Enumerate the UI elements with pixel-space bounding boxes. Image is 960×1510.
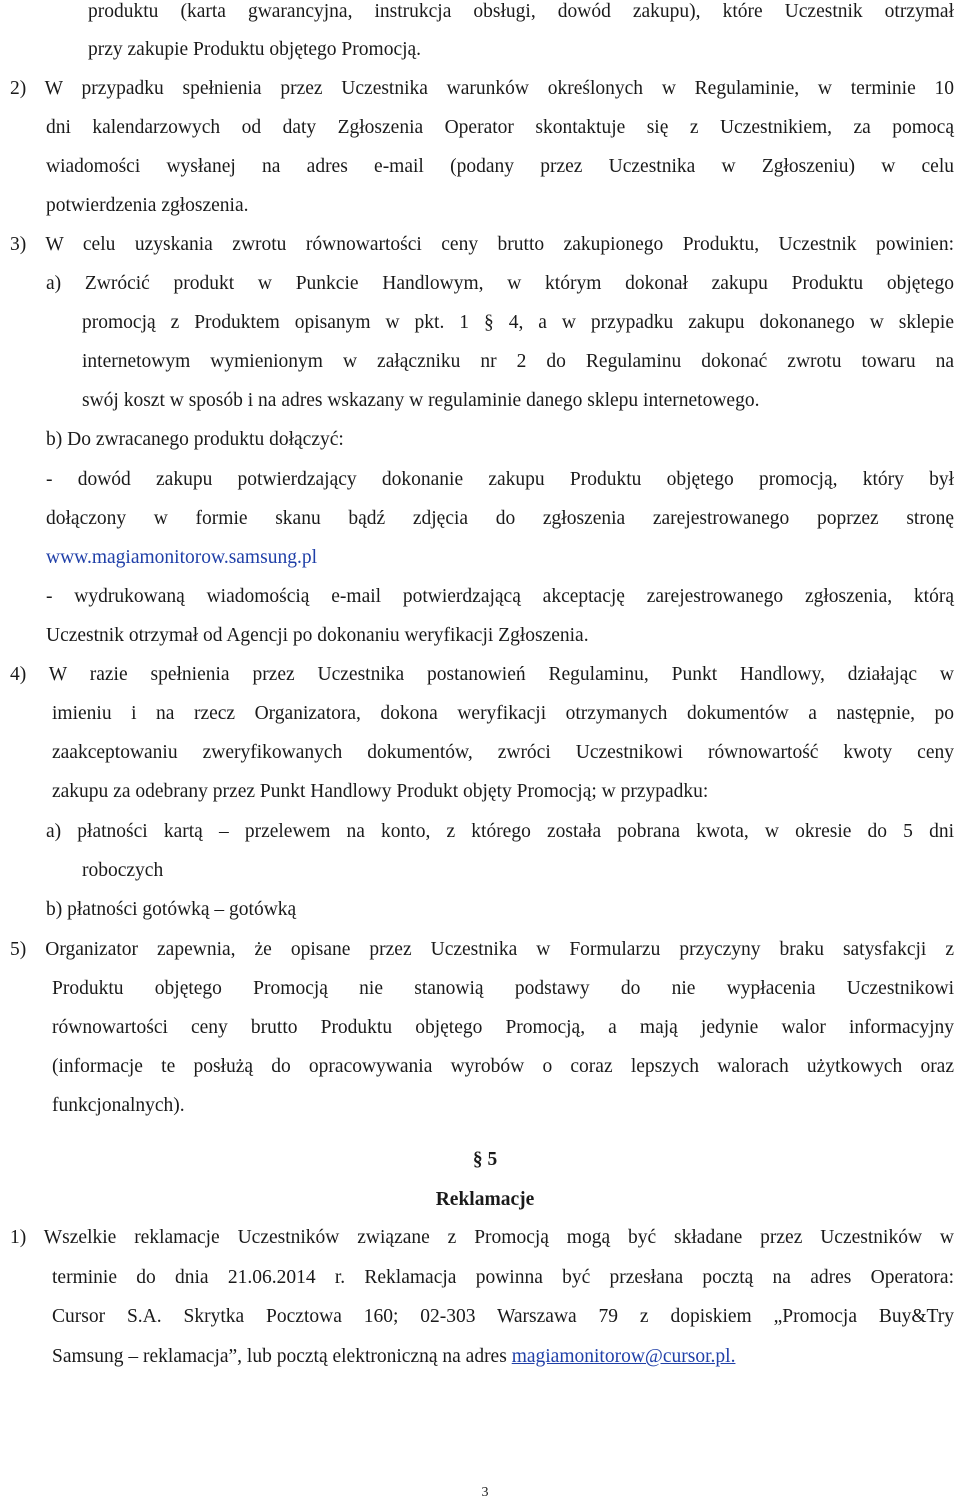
paragraph-line: terminie do dnia 21.06.2014 r. Reklamacja powinna być przesłana pocztą na adres Operatora: xyxy=(52,1267,954,1288)
paragraph-line: (informacje te posłużą do opracowywania wyrobów o coraz lepszych walorach użytkowych oraz xyxy=(52,1056,954,1077)
website-link[interactable]: www.magiamonitorow.samsung.pl xyxy=(46,547,317,568)
email-link[interactable]: magiamonitorow@cursor.pl. xyxy=(511,1346,736,1367)
sub-item-a: a) Zwrócić produkt w Punkcie Handlowym, w którym dokonał zakupu Produktu objętego xyxy=(46,273,954,294)
paragraph-line xyxy=(52,1345,735,1369)
paragraph-text: Samsung – reklamacja”, lub pocztą elektroniczną na adres xyxy=(52,1346,512,1367)
paragraph-line: potwierdzenia zgłoszenia. xyxy=(46,195,249,216)
paragraph-line: roboczych xyxy=(82,860,164,881)
paragraph-line: swój koszt w sposób i na adres wskazany w regulaminie danego sklepu internetowego. xyxy=(82,390,760,411)
list-item-4: 4) W razie spełnienia przez Uczestnika postanowień Regulaminu, Punkt Handlowy, działając w xyxy=(10,664,954,685)
list-item-5: 5) Organizator zapewnia, że opisane przez Uczestnika w Formularzu przyczyny braku satysfakcji z xyxy=(10,939,954,960)
paragraph-line: zakupu za odebrany przez Punkt Handlowy Produkt objęty Promocją; w przypadku: xyxy=(52,781,709,802)
paragraph-line: Produktu objętego Promocją nie stanowią podstawy do nie wypłacenia Uczestnikowi xyxy=(52,978,954,999)
paragraph-line: internetowym wymienionym w załączniku nr 2 do Regulaminu dokonać zwrotu towaru na xyxy=(82,351,954,372)
paragraph-line: zaakceptowaniu zweryfikowanych dokumentów, zwróci Uczestnikowi równowartość kwoty ceny xyxy=(52,742,954,763)
paragraph-line: Uczestnik otrzymał od Agencji po dokonaniu weryfikacji Zgłoszenia. xyxy=(46,625,589,646)
sub-item-b: b) Do zwracanego produktu dołączyć: xyxy=(46,429,344,450)
list-item-2: 2) W przypadku spełnienia przez Uczestnika warunków określonych w Regulaminie, w terminie 10 xyxy=(10,78,954,99)
paragraph-line: równowartości ceny brutto Produktu objętego Promocją, a mają jedynie walor informacyjny xyxy=(52,1017,954,1038)
list-item-3: 3) W celu uzyskania zwrotu równowartości ceny brutto zakupionego Produktu, Uczestnik powinien: xyxy=(10,234,954,255)
paragraph-line: promocją z Produktem opisanym w pkt. 1 § 4, a w przypadku zakupu dokonanego w sklepie xyxy=(82,312,954,333)
paragraph-line: produktu (karta gwarancyjna, instrukcja obsługi, dowód zakupu), które Uczestnik otrzymał xyxy=(88,1,954,22)
page-number: 3 xyxy=(481,1485,489,1500)
paragraph-line: imieniu i na rzecz Organizatora, dokona weryfikacji otrzymanych dokumentów a następnie, po xyxy=(52,703,954,724)
section-title: Reklamacje xyxy=(435,1189,535,1210)
sub-item-a: a) płatności kartą – przelewem na konto, z którego została pobrana kwota, w okresie do 5 dni xyxy=(46,821,954,842)
sub-item-b: b) płatności gotówką – gotówką xyxy=(46,899,297,920)
paragraph-line: Cursor S.A. Skrytka Pocztowa 160; 02-303 Warszawa 79 z dopiskiem „Promocja Buy&Try xyxy=(52,1306,954,1327)
list-item-1: 1) Wszelkie reklamacje Uczestników związane z Promocją mogą być składane przez Uczestników w xyxy=(10,1227,954,1248)
paragraph-line: funkcjonalnych). xyxy=(52,1095,185,1116)
paragraph-line: przy zakupie Produktu objętego Promocją. xyxy=(88,39,422,60)
section-number: § 5 xyxy=(472,1149,498,1170)
paragraph-line: - wydrukowaną wiadomością e-mail potwierdzającą akceptację zarejestrowanego zgłoszenia, którą xyxy=(46,586,954,607)
paragraph-line: dni kalendarzowych od daty Zgłoszenia Operator skontaktuje się z Uczestnikiem, za pomocą xyxy=(46,117,954,138)
paragraph-line: dołączony w formie skanu bądź zdjęcia do zgłoszenia zarejestrowanego poprzez stronę xyxy=(46,508,954,529)
paragraph-line: - dowód zakupu potwierdzający dokonanie zakupu Produktu objętego promocją, który był xyxy=(46,469,954,490)
paragraph-line: wiadomości wysłanej na adres e-mail (podany przez Uczestnika w Zgłoszeniu) w celu xyxy=(46,156,954,177)
